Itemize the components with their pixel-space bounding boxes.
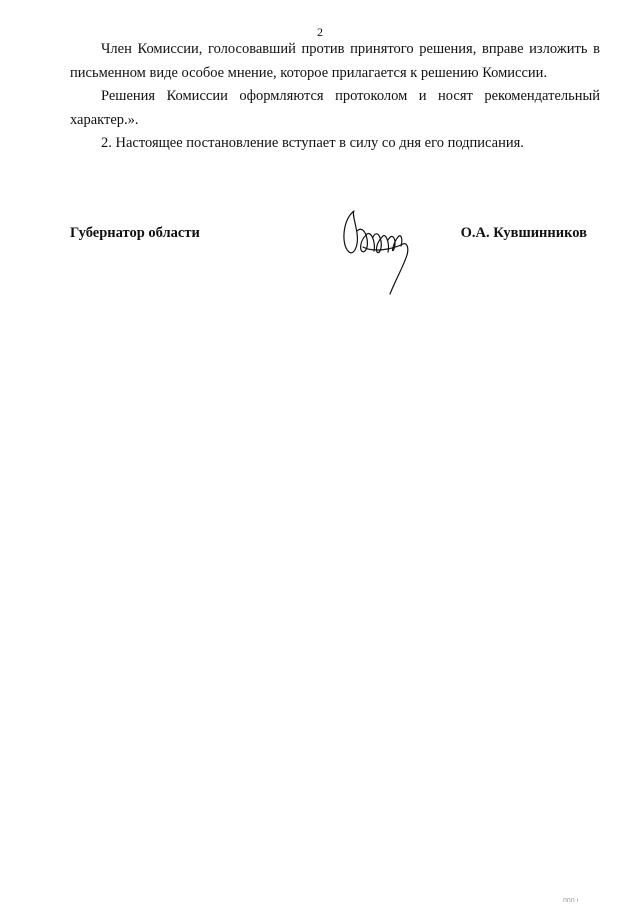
signature-block (70, 215, 600, 305)
document-body (70, 38, 600, 156)
footer-mark: ппп ı (563, 897, 579, 904)
signer-name: О.А. Кувшинников (460, 225, 587, 241)
paragraph: Решения Комиссии оформляются протоколом и носят рекомендательный характер.». (70, 88, 600, 128)
paragraph: 2. Настоящее постановление вступает в силу со дня его подписания. (101, 135, 524, 151)
paragraph: Член Комиссии, голосовавший против принятого решения, вправе изложить в письменном виде особое мнение, которое прилагается к решению Комиссии. (70, 41, 600, 81)
signer-title: Губернатор области (70, 225, 200, 241)
handwritten-signature-icon (335, 203, 425, 303)
page-number: 2 (317, 25, 323, 39)
